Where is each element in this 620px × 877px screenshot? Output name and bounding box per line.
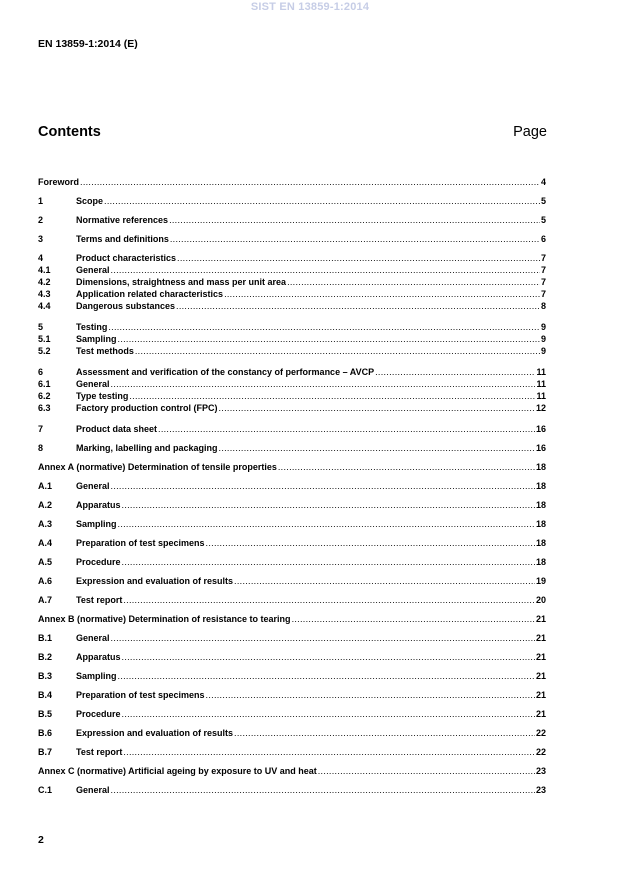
toc-entry-number: 4.1: [38, 265, 51, 275]
toc-dot-leader: [158, 423, 535, 435]
toc-entry[interactable]: [38, 233, 546, 245]
toc-entry-title: Application related characteristics: [76, 289, 224, 299]
toc-entry-number: A.3: [38, 519, 53, 529]
toc-dot-leader: [206, 689, 535, 701]
toc-entry[interactable]: [38, 264, 546, 276]
toc-entry-page: 9: [540, 322, 546, 332]
toc-entry-title: Sampling: [76, 334, 117, 344]
toc-entry[interactable]: [38, 300, 546, 312]
toc-entry-page: 18: [535, 500, 546, 510]
toc-dot-leader: [111, 784, 535, 796]
toc-entry-number: 4.2: [38, 277, 51, 287]
toc-entry[interactable]: [38, 480, 546, 492]
toc-dot-leader: [292, 613, 535, 625]
toc-entry[interactable]: [38, 499, 546, 511]
watermark: SIST EN 13859-1:2014: [250, 1, 370, 13]
toc-entry-page: 11: [536, 367, 546, 377]
toc-entry[interactable]: [38, 613, 546, 625]
toc-entry-number: 1: [38, 196, 44, 206]
toc-entry-number: 8: [38, 443, 44, 453]
toc-entry[interactable]: [38, 461, 546, 473]
toc-entry-number: A.7: [38, 595, 53, 605]
toc-entry-title: Annex A (normative) Determination of tensile properties: [38, 462, 277, 472]
toc-dot-leader: [375, 366, 535, 378]
toc-entry[interactable]: [38, 537, 546, 549]
toc-entry[interactable]: [38, 288, 546, 300]
toc-entry-page: 21: [535, 671, 546, 681]
toc-entry[interactable]: [38, 378, 546, 390]
toc-dot-leader: [177, 252, 540, 264]
toc-entry-page: 18: [535, 462, 546, 472]
toc-entry-number: B.4: [38, 690, 53, 700]
toc-entry-title: Testing: [76, 322, 108, 332]
toc-entry[interactable]: [38, 670, 546, 682]
toc-entry-number: B.2: [38, 652, 53, 662]
toc-entry-number: C.1: [38, 785, 53, 795]
toc-entry-title: General: [76, 785, 110, 795]
toc-dot-leader: [118, 670, 535, 682]
toc-entry-title: Type testing: [76, 391, 129, 401]
toc-entry-title: Sampling: [76, 519, 117, 529]
toc-entry[interactable]: [38, 423, 546, 435]
toc-entry-page: 7: [540, 265, 546, 275]
toc-entry[interactable]: [38, 402, 546, 414]
toc-entry-page: 16: [535, 443, 546, 453]
toc-entry-number: 6.3: [38, 403, 51, 413]
toc-entry[interactable]: [38, 575, 546, 587]
toc-entry[interactable]: [38, 689, 546, 701]
toc-entry-title: Preparation of test specimens: [76, 690, 205, 700]
toc-entry[interactable]: [38, 195, 546, 207]
toc-dot-leader: [170, 233, 540, 245]
toc-entry[interactable]: [38, 651, 546, 663]
toc-entry-page: 23: [535, 785, 546, 795]
toc-entry-page: 6: [540, 234, 546, 244]
toc-dot-leader: [108, 321, 540, 333]
toc-entry-title: Test report: [76, 595, 123, 605]
toc-entry-number: B.3: [38, 671, 53, 681]
toc-entry-title: Scope: [76, 196, 104, 206]
toc-entry-page: 23: [535, 766, 546, 776]
toc-entry-page: 5: [540, 196, 546, 206]
toc-entry-page: 11: [536, 391, 546, 401]
toc-entry-page: 18: [535, 481, 546, 491]
toc-entry-page: 7: [540, 289, 546, 299]
toc-dot-leader: [118, 518, 535, 530]
toc-entry-page: 21: [535, 614, 546, 624]
toc-dot-leader: [122, 651, 535, 663]
toc-entry[interactable]: [38, 276, 546, 288]
toc-entry[interactable]: [38, 442, 546, 454]
toc-entry-page: 22: [535, 728, 546, 738]
toc-entry-title: General: [76, 481, 110, 491]
toc-entry-page: 8: [540, 301, 546, 311]
toc-entry-page: 5: [540, 215, 546, 225]
toc-entry-number: A.5: [38, 557, 53, 567]
toc-entry[interactable]: [38, 632, 546, 644]
toc-entry-title: Expression and evaluation of results: [76, 728, 234, 738]
toc-entry-title: Test report: [76, 747, 123, 757]
toc-dot-leader: [111, 264, 540, 276]
toc-entry-number: B.7: [38, 747, 53, 757]
toc-entry-number: A.1: [38, 481, 53, 491]
toc-entry-title: Dangerous substances: [76, 301, 176, 311]
toc-entry[interactable]: [38, 765, 546, 777]
toc-entry-title: Expression and evaluation of results: [76, 576, 234, 586]
footer-page-number: 2: [38, 834, 44, 846]
toc-dot-leader: [206, 537, 535, 549]
toc-dot-leader: [111, 480, 535, 492]
toc-dot-leader: [278, 461, 535, 473]
toc-entry[interactable]: [38, 708, 546, 720]
toc-entry[interactable]: [38, 727, 546, 739]
toc-entry-page: 16: [535, 424, 546, 434]
toc-entry-title: General: [76, 379, 110, 389]
toc-entry-page: 20: [535, 595, 546, 605]
toc-entry-number: 4.4: [38, 301, 51, 311]
toc-entry-page: 18: [535, 538, 546, 548]
toc-entry-number: 3: [38, 234, 44, 244]
toc-entry-number: B.5: [38, 709, 53, 719]
toc-entry[interactable]: [38, 594, 546, 606]
toc-entry-page: 19: [535, 576, 546, 586]
toc-entry-title: General: [76, 265, 110, 275]
toc-entry-page: 7: [540, 277, 546, 287]
toc-entry-title: Procedure: [76, 709, 121, 719]
toc-entry-page: 12: [535, 403, 546, 413]
toc-entry-title: Preparation of test specimens: [76, 538, 205, 548]
toc-entry[interactable]: [38, 556, 546, 568]
toc-entry-number: A.6: [38, 576, 53, 586]
toc-entry-title: Annex C (normative) Artificial ageing by exposure to UV and heat: [38, 766, 317, 776]
toc-entry-number: 6.1: [38, 379, 51, 389]
toc-dot-leader: [234, 727, 535, 739]
toc-entry-title: Test methods: [76, 346, 134, 356]
toc-dot-leader: [80, 176, 540, 188]
toc-entry[interactable]: [38, 321, 546, 333]
toc-entry-number: 2: [38, 215, 44, 225]
toc-entry[interactable]: [38, 390, 546, 402]
toc-dot-leader: [234, 575, 535, 587]
toc-entry-page: 22: [535, 747, 546, 757]
toc-entry-title: Annex B (normative) Determination of resistance to tearing: [38, 614, 291, 624]
document-id: EN 13859-1:2014 (E): [38, 38, 138, 50]
toc-dot-leader: [219, 402, 535, 414]
toc-entry-page: 9: [540, 346, 546, 356]
toc-dot-leader: [122, 499, 535, 511]
toc-entry-title: Marking, labelling and packaging: [76, 443, 218, 453]
toc-dot-leader: [135, 345, 540, 357]
toc-entry-page: 21: [535, 633, 546, 643]
toc-dot-leader: [111, 378, 536, 390]
toc-entry[interactable]: [38, 784, 546, 796]
toc-entry[interactable]: [38, 214, 546, 226]
toc-entry-title: Factory production control (FPC): [76, 403, 218, 413]
toc-dot-leader: [122, 708, 535, 720]
toc-entry-number: A.4: [38, 538, 53, 548]
toc-entry-number: 4: [38, 253, 44, 263]
toc-entry-number: 7: [38, 424, 44, 434]
toc-entry[interactable]: [38, 366, 546, 378]
toc-entry-number: 5.2: [38, 346, 51, 356]
toc-entry-title: Product data sheet: [76, 424, 158, 434]
page-column-label: Page: [513, 124, 547, 140]
toc-entry-number: 6.2: [38, 391, 51, 401]
toc-entry-page: 21: [535, 690, 546, 700]
toc-entry-page: 9: [540, 334, 546, 344]
toc-dot-leader: [129, 390, 535, 402]
toc-entry-title: General: [76, 633, 110, 643]
toc-entry-title: Apparatus: [76, 652, 121, 662]
toc-dot-leader: [318, 765, 535, 777]
toc-entry-number: A.2: [38, 500, 53, 510]
toc-entry[interactable]: [38, 333, 546, 345]
toc-dot-leader: [169, 214, 540, 226]
toc-dot-leader: [219, 442, 535, 454]
toc-entry-page: 4: [540, 177, 546, 187]
toc-entry-title: Normative references: [76, 215, 169, 225]
toc-entry[interactable]: [38, 176, 546, 188]
toc-entry-title: Sampling: [76, 671, 117, 681]
toc-entry[interactable]: [38, 746, 546, 758]
toc-entry-title: Apparatus: [76, 500, 121, 510]
toc-dot-leader: [176, 300, 540, 312]
toc-entry-title: Product characteristics: [76, 253, 177, 263]
toc-dot-leader: [123, 594, 535, 606]
toc-entry-title: Foreword: [38, 177, 80, 187]
toc-entry-number: 5: [38, 322, 44, 332]
toc-entry-page: 11: [536, 379, 546, 389]
toc-entry-page: 18: [535, 557, 546, 567]
contents-title: Contents: [38, 124, 101, 140]
toc-entry[interactable]: [38, 345, 546, 357]
toc-entry-title: Assessment and verification of the constancy of performance – AVCP: [76, 367, 375, 377]
toc-entry-page: 7: [540, 253, 546, 263]
toc-dot-leader: [287, 276, 540, 288]
toc-entry[interactable]: [38, 252, 546, 264]
toc-dot-leader: [104, 195, 540, 207]
toc-dot-leader: [122, 556, 535, 568]
toc-entry-number: B.6: [38, 728, 53, 738]
toc-entry-number: B.1: [38, 633, 53, 643]
toc-entry-number: 5.1: [38, 334, 51, 344]
toc-entry-title: Procedure: [76, 557, 121, 567]
toc-dot-leader: [111, 632, 535, 644]
toc-dot-leader: [118, 333, 540, 345]
toc-entry-page: 21: [535, 709, 546, 719]
toc-entry[interactable]: [38, 518, 546, 530]
toc-entry-number: 6: [38, 367, 44, 377]
toc-dot-leader: [224, 288, 540, 300]
toc-entry-page: 18: [535, 519, 546, 529]
toc-entry-page: 21: [535, 652, 546, 662]
toc-entry-title: Dimensions, straightness and mass per unit area: [76, 277, 287, 287]
toc-entry-number: 4.3: [38, 289, 51, 299]
toc-entry-title: Terms and definitions: [76, 234, 169, 244]
toc-dot-leader: [123, 746, 535, 758]
